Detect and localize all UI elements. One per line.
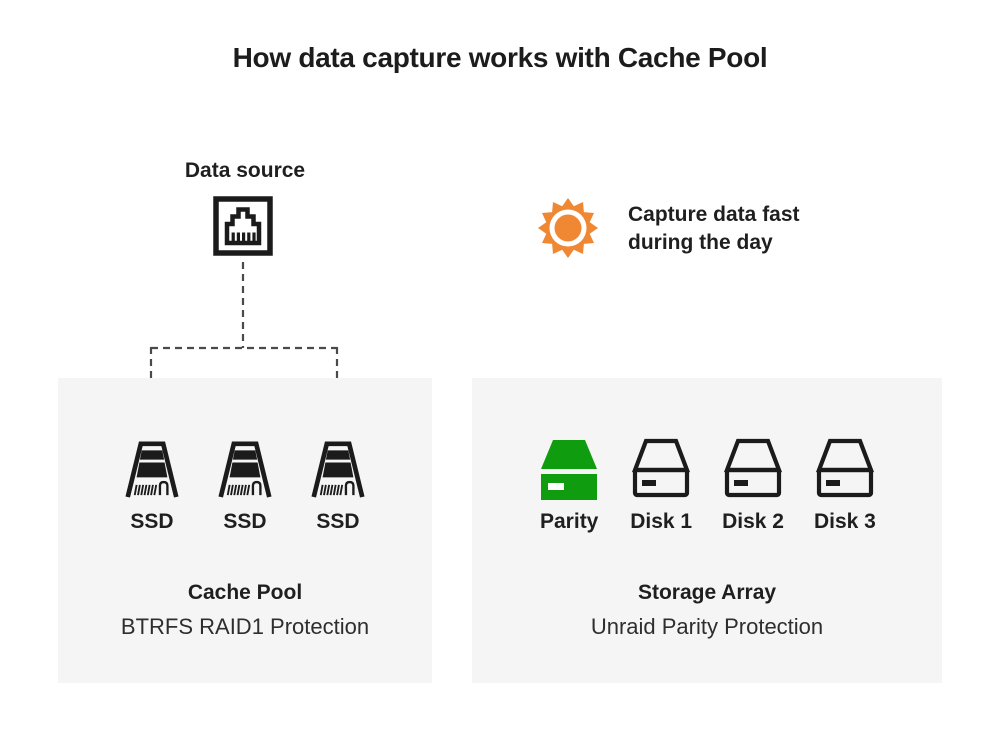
capture-note-line1: Capture data fast <box>628 203 800 226</box>
parity-drive <box>538 438 600 534</box>
cache-pool-title: Cache Pool <box>187 581 303 604</box>
ethernet-port-icon <box>213 196 273 256</box>
sun-icon <box>538 198 598 258</box>
ssd-icon <box>124 438 180 500</box>
data-drive-2 <box>722 438 784 534</box>
disk-icon <box>723 438 783 500</box>
data-source-label: Data source <box>184 159 306 182</box>
storage-array-subtitle: Unraid Parity Protection <box>590 614 824 639</box>
capture-note-line2: during the day <box>628 231 773 254</box>
storage-array-panel <box>472 378 942 683</box>
ssd-icon <box>217 438 273 500</box>
ssd-drive-3 <box>310 438 366 534</box>
ssd-drive-2 <box>217 438 273 534</box>
ssd-icon <box>310 438 366 500</box>
storage-array-drive-row <box>472 438 942 534</box>
drive-label: Disk 3 <box>813 510 876 533</box>
capture-note <box>628 201 800 257</box>
parity-disk-icon <box>538 438 600 500</box>
data-drive-1 <box>630 438 692 534</box>
drive-label: Disk 1 <box>630 510 693 533</box>
drive-label: SSD <box>316 510 360 533</box>
disk-icon <box>815 438 875 500</box>
cache-pool-subtitle: BTRFS RAID1 Protection <box>120 614 370 639</box>
disk-icon <box>631 438 691 500</box>
cache-pool-drive-row <box>58 438 432 534</box>
cache-pool-panel <box>58 378 432 683</box>
data-drive-3 <box>814 438 876 534</box>
drive-label: Parity <box>540 510 599 533</box>
drive-label: Disk 2 <box>722 510 784 533</box>
drive-label: SSD <box>223 510 267 533</box>
drive-label: SSD <box>130 510 174 533</box>
page-title: How data capture works with Cache Pool <box>232 42 768 73</box>
ssd-drive-1 <box>124 438 180 534</box>
storage-array-title: Storage Array <box>637 581 777 604</box>
